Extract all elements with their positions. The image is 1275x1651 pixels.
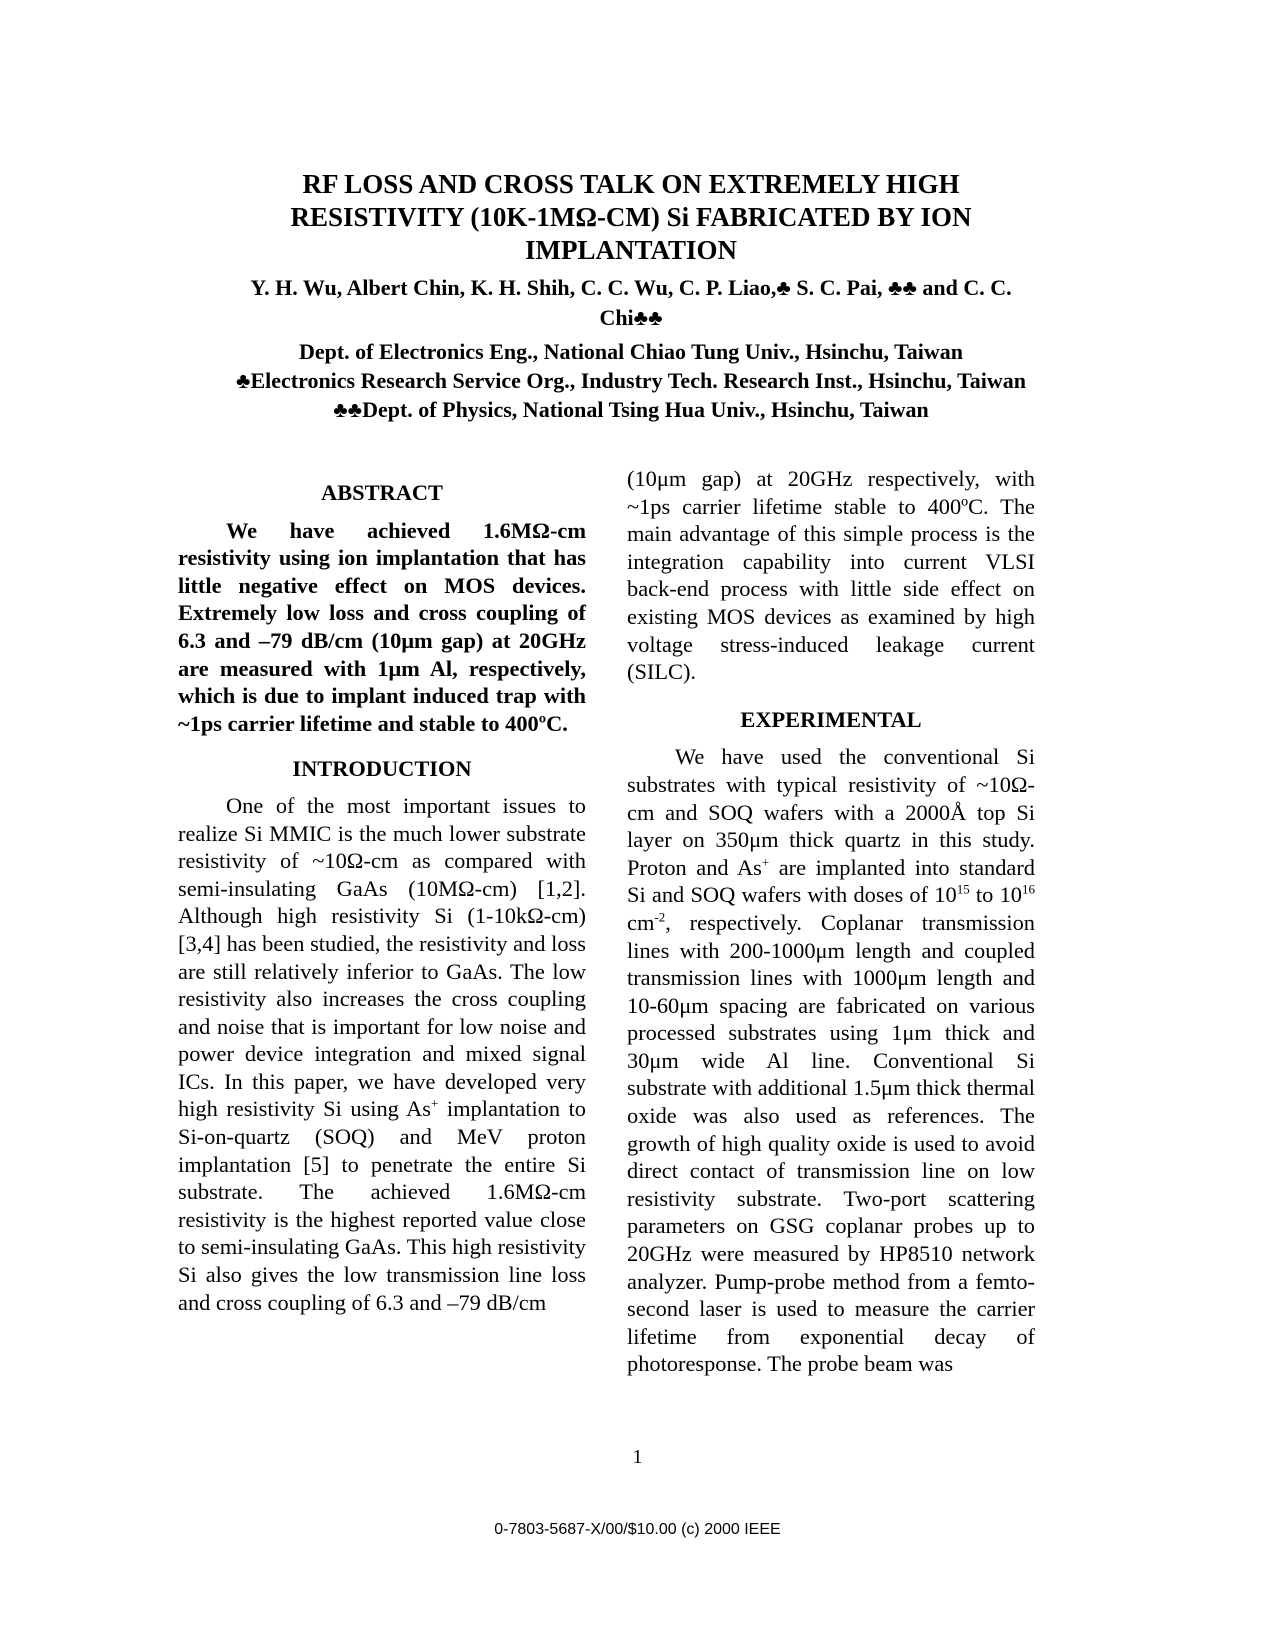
affiliations xyxy=(178,337,1084,424)
superscript-dose-high: 16 xyxy=(1021,881,1035,897)
authors-line: Y. H. Wu, Albert Chin, K. H. Shih, C. C. Wu, C. P. Liao,♣ S. C. Pai, ♣♣ and C. C. xyxy=(250,275,1012,300)
page-number: 1 xyxy=(632,1446,643,1468)
experimental-heading: EXPERIMENTAL xyxy=(740,706,922,732)
exp-text-2: are implanted into standard Si and SOQ wafers with doses of 10 xyxy=(627,854,1035,908)
paper-title xyxy=(178,168,1084,267)
left-column xyxy=(178,465,586,1316)
superscript-unit: -2 xyxy=(654,909,666,925)
copyright-footer: 0-7803-5687-X/00/$10.00 (c) 2000 IEEE xyxy=(494,1521,781,1538)
affiliation: Dept. of Electronics Eng., National Chiao Tung Univ., Hsinchu, Taiwan xyxy=(298,339,964,364)
superscript-plus: + xyxy=(761,854,770,870)
right-column xyxy=(627,465,1035,1378)
paper-header xyxy=(178,168,1084,424)
title-line: RESISTIVITY (10K-1MΩ-CM) Si FABRICATED BY ION xyxy=(290,202,972,232)
authors-line: Chi♣♣ xyxy=(599,305,663,330)
abstract-text: We have achieved 1.6MΩ-cm resistivity using ion implantation that has little negative effect on MOS devices. Extremely low loss and cross coupling of 6.3 and –79 dB/cm (10μm gap) at 20GHz are measured with 1μm Al, respectively, which is due to implant induced trap with ~1ps carrier lifetime and stable to 400ºC. xyxy=(178,517,586,736)
superscript-dose-low: 15 xyxy=(956,881,970,897)
intro-text-1: One of the most important issues to realize Si MMIC is the much lower substrate resistivity of ~10Ω-cm as compared with semi-insulating GaAs (10MΩ-cm) [1,2]. Although high resistivity Si (1-10kΩ-cm) [3,4] has been studied, the resistivity and loss are still relatively inferior to GaAs. The low resistivity also increases the cross coupling and noise that is important for low noise and power device integration and mixed signal ICs. In this paper, we have developed very high resistivity Si using As xyxy=(178,792,586,1122)
abstract-heading: ABSTRACT xyxy=(321,480,443,505)
exp-text-3: to 10 xyxy=(969,882,1022,908)
exp-text-4: cm xyxy=(627,909,655,935)
affiliation: ♣Electronics Research Service Org., Industry Tech. Research Inst., Hsinchu, Taiwan xyxy=(236,368,1026,393)
title-line: IMPLANTATION xyxy=(524,235,737,265)
exp-text-1: We have used the conventional Si substrates with typical resistivity of ~10Ω-cm and SOQ wafers with a 2000Å top Si layer on 350μm thick quartz in this study. Proton and As xyxy=(627,744,1035,880)
introduction-heading: INTRODUCTION xyxy=(292,756,472,782)
affiliation: ♣♣Dept. of Physics, National Tsing Hua Univ., Hsinchu, Taiwan xyxy=(333,397,929,422)
introduction-continued: (10μm gap) at 20GHz respectively, with ~1ps carrier lifetime stable to 400ºC. The main advantage of this simple process is the integration capability into current VLSI back-end process with little side effect on existing MOS devices as examined by high voltage stress-induced leakage current (SILC). xyxy=(627,466,1035,685)
title-line: RF LOSS AND CROSS TALK ON EXTREMELY HIGH xyxy=(302,169,960,199)
exp-text-5: , respectively. Coplanar transmission lines with 200-1000μm length and coupled transmission lines with 1000μm length and 10-60μm spacing are fabricated on various processed substrates using 1μm thick and 30μm wide Al line. Conventional Si substrate with additional 1.5μm thick thermal oxide was also used as references. The growth of high quality oxide is used to avoid direct contact of transmission line on low resistivity substrate. Two-port scattering parameters on GSG coplanar probes up to 20GHz were measured by HP8510 network analyzer. Pump-probe method from a femto-second laser is used to measure the carrier lifetime from exponential decay of photoresponse. The probe beam was xyxy=(627,909,1035,1377)
author-list xyxy=(178,273,1084,333)
introduction-paragraph xyxy=(178,792,586,1316)
superscript-plus: + xyxy=(431,1096,439,1111)
intro-text-2: implantation to Si-on-quartz (SOQ) and MeV proton implantation [5] to penetrate the entire Si substrate. The achieved 1.6MΩ-cm resistivity is the highest reported value close to semi-insulating GaAs. This high resistivity Si also gives the low transmission line loss and cross coupling of 6.3 and –79 dB/cm xyxy=(178,1096,586,1315)
experimental-paragraph xyxy=(627,743,1035,1378)
